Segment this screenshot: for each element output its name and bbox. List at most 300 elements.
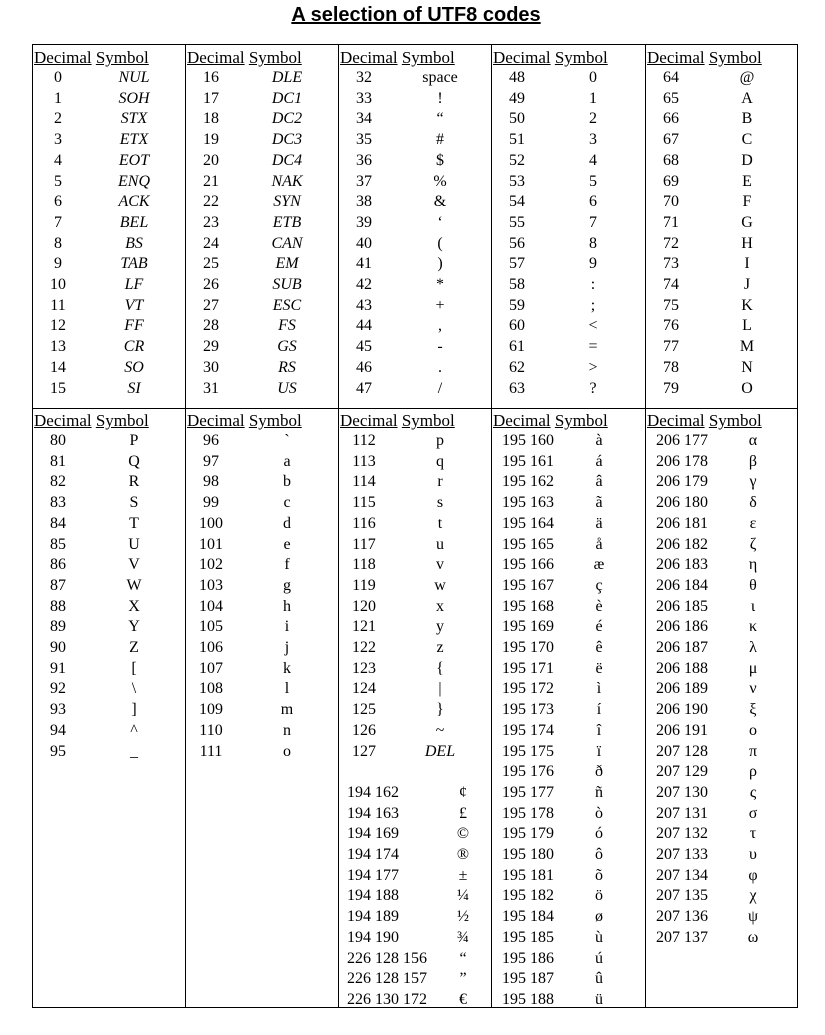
symbol-value: ù — [595, 928, 603, 946]
symbol-value: J — [743, 276, 751, 293]
decimal-code: 95 — [50, 742, 66, 760]
symbol-value: θ — [749, 576, 757, 594]
decimal-code: 24 — [203, 234, 219, 252]
utf8-byte-code: 194 188 — [347, 887, 399, 905]
decimal-header: Decimal — [493, 411, 551, 430]
symbol-value: q — [436, 452, 444, 470]
decimal-code: 39 — [356, 213, 372, 231]
symbol-value: ; — [590, 296, 596, 314]
symbol-value: ν — [749, 680, 757, 698]
decimal-code: 73 — [663, 255, 679, 273]
decimal-code: 31 — [203, 379, 219, 397]
utf8-byte-code: 195 178 — [502, 804, 554, 822]
decimal-code: 40 — [356, 234, 372, 252]
decimal-code: 74 — [663, 276, 679, 293]
symbol-value: v — [436, 556, 444, 574]
decimal-code: 52 — [509, 151, 525, 169]
symbol-value: l — [284, 680, 290, 698]
utf8-byte-code: 207 136 — [656, 908, 708, 926]
utf8-byte-code: 195 179 — [502, 825, 554, 843]
symbol-value: õ — [595, 866, 603, 884]
symbol-value: υ — [749, 846, 757, 863]
symbol-value: χ — [749, 887, 757, 905]
symbol-value: Z — [129, 639, 139, 656]
symbol-value: Q — [128, 452, 140, 470]
decimal-code: 65 — [663, 89, 679, 107]
decimal-code: 38 — [356, 193, 372, 211]
column-header — [647, 411, 762, 431]
decimal-code: 23 — [203, 213, 219, 231]
decimal-code: 75 — [663, 296, 679, 314]
utf8-byte-code: 207 130 — [656, 783, 708, 801]
symbol-value: ¼ — [457, 887, 469, 905]
decimal-code: 42 — [356, 276, 372, 293]
symbol-value: FF — [124, 317, 144, 335]
utf8-byte-code: 194 177 — [347, 866, 399, 884]
symbol-value: ó — [595, 825, 603, 843]
utf8-byte-code: 195 185 — [502, 928, 554, 946]
utf8-byte-code: 206 178 — [656, 452, 708, 470]
utf8-byte-code: 195 162 — [502, 473, 554, 491]
symbol-value: } — [436, 701, 444, 719]
decimal-code: 89 — [50, 618, 66, 636]
symbol-value: H — [741, 234, 753, 252]
symbol-value: V — [128, 556, 140, 574]
symbol-value: 5 — [589, 172, 597, 190]
symbol-value: 0 — [589, 69, 597, 86]
decimal-code: 61 — [509, 338, 525, 356]
utf8-byte-code: 195 187 — [502, 970, 554, 988]
symbol-value: û — [595, 970, 603, 988]
symbol-value: ο — [749, 721, 757, 739]
symbol-value: DC3 — [271, 131, 303, 149]
symbol-value: å — [595, 535, 603, 553]
utf8-byte-code: 206 184 — [656, 576, 708, 594]
symbol-value: ι — [750, 597, 756, 615]
decimal-code: 63 — [509, 379, 525, 397]
symbol-value: 3 — [589, 131, 597, 149]
symbol-value: & — [433, 193, 447, 211]
symbol-value: SI — [127, 379, 141, 397]
decimal-code: 127 — [352, 742, 376, 760]
decimal-code: 17 — [203, 89, 219, 107]
column-header — [187, 48, 302, 68]
column-header — [340, 411, 455, 431]
decimal-code: 46 — [356, 358, 372, 376]
utf8-byte-code: 195 174 — [502, 721, 554, 739]
symbol-value: ± — [458, 866, 468, 884]
decimal-header: Decimal — [34, 411, 92, 430]
symbol-value: W — [126, 576, 142, 594]
decimal-code: 113 — [352, 452, 376, 470]
decimal-header: Decimal — [340, 411, 398, 430]
symbol-value: GS — [277, 338, 297, 356]
decimal-code: 87 — [50, 576, 66, 594]
symbol-value: < — [588, 317, 598, 335]
decimal-code: 28 — [203, 317, 219, 335]
symbol-value: N — [741, 358, 753, 376]
decimal-code: 62 — [509, 358, 525, 376]
symbol-value: DC2 — [271, 110, 303, 128]
symbol-value: ~ — [435, 721, 445, 739]
symbol-value: φ — [748, 866, 758, 884]
symbol-value: NUL — [118, 69, 150, 86]
decimal-code: 101 — [199, 535, 223, 553]
decimal-code: 2 — [54, 110, 62, 128]
symbol-value: B — [741, 110, 753, 128]
decimal-code: 71 — [663, 213, 679, 231]
utf8-byte-code: 194 162 — [347, 783, 399, 801]
utf8-byte-code: 195 171 — [502, 659, 554, 677]
symbol-value: é — [595, 618, 603, 636]
decimal-code: 105 — [199, 618, 223, 636]
decimal-code: 106 — [199, 639, 223, 656]
column-header — [187, 411, 302, 431]
decimal-code: 4 — [54, 151, 62, 169]
symbol-value: ò — [595, 804, 603, 822]
decimal-code: 94 — [50, 721, 66, 739]
symbol-value: ψ — [747, 908, 758, 926]
symbol-value: ENQ — [118, 172, 150, 190]
symbol-value: ETB — [272, 213, 302, 231]
symbol-value: BEL — [119, 213, 149, 231]
symbol-value: G — [741, 213, 753, 231]
utf8-byte-code: 195 172 — [502, 680, 554, 698]
symbol-value: 9 — [589, 255, 597, 273]
utf8-byte-code: 206 180 — [656, 494, 708, 512]
decimal-code: 118 — [352, 556, 376, 574]
symbol-value: â — [595, 473, 603, 491]
decimal-header: Decimal — [34, 48, 92, 67]
utf8-byte-code: 206 177 — [656, 432, 708, 449]
decimal-header: Decimal — [340, 48, 398, 67]
utf8-byte-code: 206 190 — [656, 701, 708, 719]
utf8-byte-code: 195 169 — [502, 618, 554, 636]
column-header — [647, 48, 762, 68]
column-header — [34, 411, 149, 431]
decimal-code: 18 — [203, 110, 219, 128]
symbol-value: k — [283, 659, 291, 677]
decimal-code: 58 — [509, 276, 525, 293]
decimal-code: 125 — [352, 701, 376, 719]
symbol-value: æ — [593, 556, 605, 574]
symbol-value: í — [596, 701, 602, 719]
decimal-code: 112 — [352, 432, 376, 449]
symbol-value: - — [437, 338, 443, 356]
decimal-code: 9 — [54, 255, 62, 273]
symbol-value: I — [744, 255, 750, 273]
symbol-value: r — [437, 473, 443, 491]
symbol-value: f — [284, 556, 290, 574]
symbol-value: u — [436, 535, 444, 553]
symbol-value: σ — [748, 804, 758, 822]
symbol-value: μ — [748, 659, 758, 677]
symbol-header: Symbol — [401, 48, 455, 67]
decimal-code: 13 — [50, 338, 66, 356]
symbol-value: ξ — [749, 701, 757, 719]
symbol-value: TAB — [120, 255, 148, 273]
symbol-value: ACK — [118, 193, 150, 211]
decimal-code: 66 — [663, 110, 679, 128]
decimal-code: 83 — [50, 494, 66, 512]
symbol-value: ETX — [119, 131, 149, 149]
symbol-value: DEL — [424, 742, 456, 760]
symbol-value: ñ — [595, 783, 603, 801]
decimal-code: 49 — [509, 89, 525, 107]
utf8-byte-code: 206 186 — [656, 618, 708, 636]
decimal-code: 60 — [509, 317, 525, 335]
symbol-value: CAN — [271, 234, 303, 252]
decimal-code: 20 — [203, 151, 219, 169]
symbol-value: ú — [595, 949, 603, 967]
decimal-code: 100 — [199, 514, 223, 532]
symbol-value: 7 — [589, 213, 597, 231]
symbol-value: π — [748, 742, 758, 760]
symbol-value: DLE — [271, 69, 303, 86]
symbol-value: ! — [437, 89, 443, 107]
decimal-code: 10 — [50, 276, 66, 293]
symbol-value: US — [277, 379, 297, 397]
utf8-byte-code: 195 181 — [502, 866, 554, 884]
decimal-code: 107 — [199, 659, 223, 677]
symbol-value: ¾ — [457, 928, 469, 946]
decimal-code: 36 — [356, 151, 372, 169]
utf8-byte-code: 195 164 — [502, 514, 554, 532]
utf8-byte-code: 206 191 — [656, 721, 708, 739]
symbol-value: á — [595, 452, 603, 470]
symbol-value: | — [438, 680, 442, 698]
symbol-value: 1 — [589, 89, 597, 107]
decimal-code: 25 — [203, 255, 219, 273]
utf8-byte-code: 195 166 — [502, 556, 554, 574]
symbol-value: 4 — [589, 151, 597, 169]
symbol-header: Symbol — [248, 411, 302, 430]
decimal-code: 117 — [352, 535, 376, 553]
decimal-code: 126 — [352, 721, 376, 739]
decimal-code: 78 — [663, 358, 679, 376]
utf8-byte-code: 195 170 — [502, 639, 554, 656]
decimal-code: 93 — [50, 701, 66, 719]
utf8-byte-code: 194 169 — [347, 825, 399, 843]
decimal-code: 55 — [509, 213, 525, 231]
decimal-code: 76 — [663, 317, 679, 335]
symbol-value: e — [283, 535, 291, 553]
symbol-value: ? — [589, 379, 597, 397]
symbol-value: c — [283, 494, 291, 512]
utf8-byte-code: 207 134 — [656, 866, 708, 884]
symbol-value: space — [422, 69, 458, 86]
utf8-byte-code: 194 190 — [347, 928, 399, 946]
utf8-byte-code: 195 175 — [502, 742, 554, 760]
decimal-header: Decimal — [647, 48, 705, 67]
symbol-value: DC1 — [271, 89, 303, 107]
decimal-code: 122 — [352, 639, 376, 656]
symbol-value: à — [595, 432, 603, 449]
symbol-value: a — [283, 452, 291, 470]
utf8-byte-code: 206 183 — [656, 556, 708, 574]
decimal-code: 114 — [352, 473, 376, 491]
symbol-value: ` — [284, 432, 290, 449]
utf8-byte-code: 207 132 — [656, 825, 708, 843]
utf8-byte-code: 207 133 — [656, 846, 708, 863]
symbol-value: o — [283, 742, 291, 760]
symbol-header: Symbol — [248, 48, 302, 67]
utf8-code-table — [32, 44, 798, 1008]
symbol-value: d — [283, 514, 291, 532]
symbol-value: s — [436, 494, 444, 512]
column-header — [493, 411, 608, 431]
symbol-value: ö — [595, 887, 603, 905]
symbol-value: β — [748, 452, 758, 470]
utf8-byte-code: 226 128 157 — [347, 970, 427, 988]
decimal-code: 103 — [199, 576, 223, 594]
utf8-byte-code: 207 135 — [656, 887, 708, 905]
symbol-value: @ — [739, 69, 755, 86]
decimal-code: 69 — [663, 172, 679, 190]
symbol-value: ” — [459, 970, 467, 988]
utf8-byte-code: 207 131 — [656, 804, 708, 822]
symbol-value: LF — [124, 276, 144, 293]
symbol-value: ä — [595, 514, 603, 532]
decimal-code: 5 — [54, 172, 62, 190]
symbol-value: / — [437, 379, 443, 397]
decimal-code: 22 — [203, 193, 219, 211]
decimal-code: 0 — [54, 69, 62, 86]
decimal-code: 77 — [663, 338, 679, 356]
symbol-value: € — [459, 990, 467, 1008]
symbol-value: A — [741, 89, 753, 107]
symbol-value: 2 — [589, 110, 597, 128]
symbol-value: ã — [595, 494, 603, 512]
symbol-value: D — [741, 151, 753, 169]
utf8-byte-code: 226 130 172 — [347, 990, 427, 1008]
decimal-code: 54 — [509, 193, 525, 211]
decimal-header: Decimal — [647, 411, 705, 430]
utf8-byte-code: 194 189 — [347, 908, 399, 926]
symbol-value: U — [128, 535, 140, 553]
symbol-value: τ — [749, 825, 757, 843]
symbol-header: Symbol — [554, 411, 608, 430]
symbol-value: SO — [124, 358, 144, 376]
symbol-value: T — [129, 514, 139, 532]
utf8-byte-code: 195 161 — [502, 452, 554, 470]
symbol-value: g — [283, 576, 291, 594]
symbol-value: î — [596, 721, 602, 739]
symbol-value: FS — [278, 317, 296, 335]
symbol-value: P — [129, 432, 139, 449]
symbol-value: ð — [595, 763, 603, 781]
column-header — [493, 48, 608, 68]
decimal-code: 6 — [54, 193, 62, 211]
symbol-value: ς — [749, 783, 757, 801]
symbol-value: K — [741, 296, 753, 314]
symbol-value: STX — [120, 110, 148, 128]
symbol-value: ê — [595, 639, 603, 656]
decimal-code: 84 — [50, 514, 66, 532]
utf8-byte-code: 195 177 — [502, 783, 554, 801]
symbol-value: 6 — [589, 193, 597, 211]
utf8-byte-code: 206 188 — [656, 659, 708, 677]
section-divider — [33, 408, 797, 409]
decimal-code: 53 — [509, 172, 525, 190]
utf8-byte-code: 194 174 — [347, 846, 399, 863]
decimal-code: 111 — [199, 742, 223, 760]
decimal-code: 92 — [50, 680, 66, 698]
symbol-value: © — [456, 825, 470, 843]
symbol-value: x — [436, 597, 444, 615]
symbol-value: * — [436, 276, 444, 293]
symbol-header: Symbol — [708, 48, 762, 67]
symbol-value: X — [128, 597, 140, 615]
symbol-value: γ — [749, 473, 757, 491]
utf8-byte-code: 195 160 — [502, 432, 554, 449]
decimal-code: 109 — [199, 701, 223, 719]
decimal-code: 50 — [509, 110, 525, 128]
symbol-value: NAK — [271, 172, 303, 190]
symbol-value: è — [595, 597, 603, 615]
decimal-code: 86 — [50, 556, 66, 574]
decimal-code: 14 — [50, 358, 66, 376]
decimal-code: 41 — [356, 255, 372, 273]
symbol-value: ® — [456, 846, 470, 863]
symbol-value: E — [742, 172, 752, 190]
symbol-value: ^ — [130, 721, 138, 739]
decimal-code: 79 — [663, 379, 679, 397]
symbol-header: Symbol — [708, 411, 762, 430]
utf8-byte-code: 206 189 — [656, 680, 708, 698]
decimal-code: 120 — [352, 597, 376, 615]
decimal-code: 44 — [356, 317, 372, 335]
symbol-value: Y — [128, 618, 140, 636]
decimal-code: 15 — [50, 379, 66, 397]
utf8-byte-code: 195 173 — [502, 701, 554, 719]
decimal-code: 97 — [203, 452, 219, 470]
symbol-value: M — [739, 338, 755, 356]
decimal-code: 30 — [203, 358, 219, 376]
utf8-byte-code: 195 167 — [502, 576, 554, 594]
symbol-value: ë — [595, 659, 603, 677]
decimal-code: 56 — [509, 234, 525, 252]
symbol-value: ½ — [457, 908, 469, 926]
symbol-value: ω — [747, 928, 759, 946]
symbol-value: “ — [459, 949, 467, 967]
decimal-code: 91 — [50, 659, 66, 677]
symbol-value: ø — [595, 908, 603, 926]
utf8-byte-code: 194 163 — [347, 804, 399, 822]
symbol-value: BS — [125, 234, 143, 252]
symbol-value: F — [742, 193, 752, 211]
decimal-code: 98 — [203, 473, 219, 491]
symbol-value: ô — [595, 846, 603, 863]
utf8-byte-code: 195 182 — [502, 887, 554, 905]
decimal-code: 110 — [199, 721, 223, 739]
symbol-value: = — [588, 338, 598, 356]
symbol-value: CR — [123, 338, 145, 356]
decimal-code: 12 — [50, 317, 66, 335]
decimal-code: 67 — [663, 131, 679, 149]
utf8-byte-code: 207 129 — [656, 763, 708, 781]
decimal-code: 82 — [50, 473, 66, 491]
symbol-value: ] — [131, 701, 137, 719]
symbol-value: ü — [595, 990, 603, 1008]
symbol-value: i — [284, 618, 290, 636]
decimal-header: Decimal — [187, 48, 245, 67]
utf8-byte-code: 195 176 — [502, 763, 554, 781]
decimal-header: Decimal — [493, 48, 551, 67]
symbol-value: . — [438, 358, 442, 376]
decimal-code: 29 — [203, 338, 219, 356]
decimal-code: 104 — [199, 597, 223, 615]
